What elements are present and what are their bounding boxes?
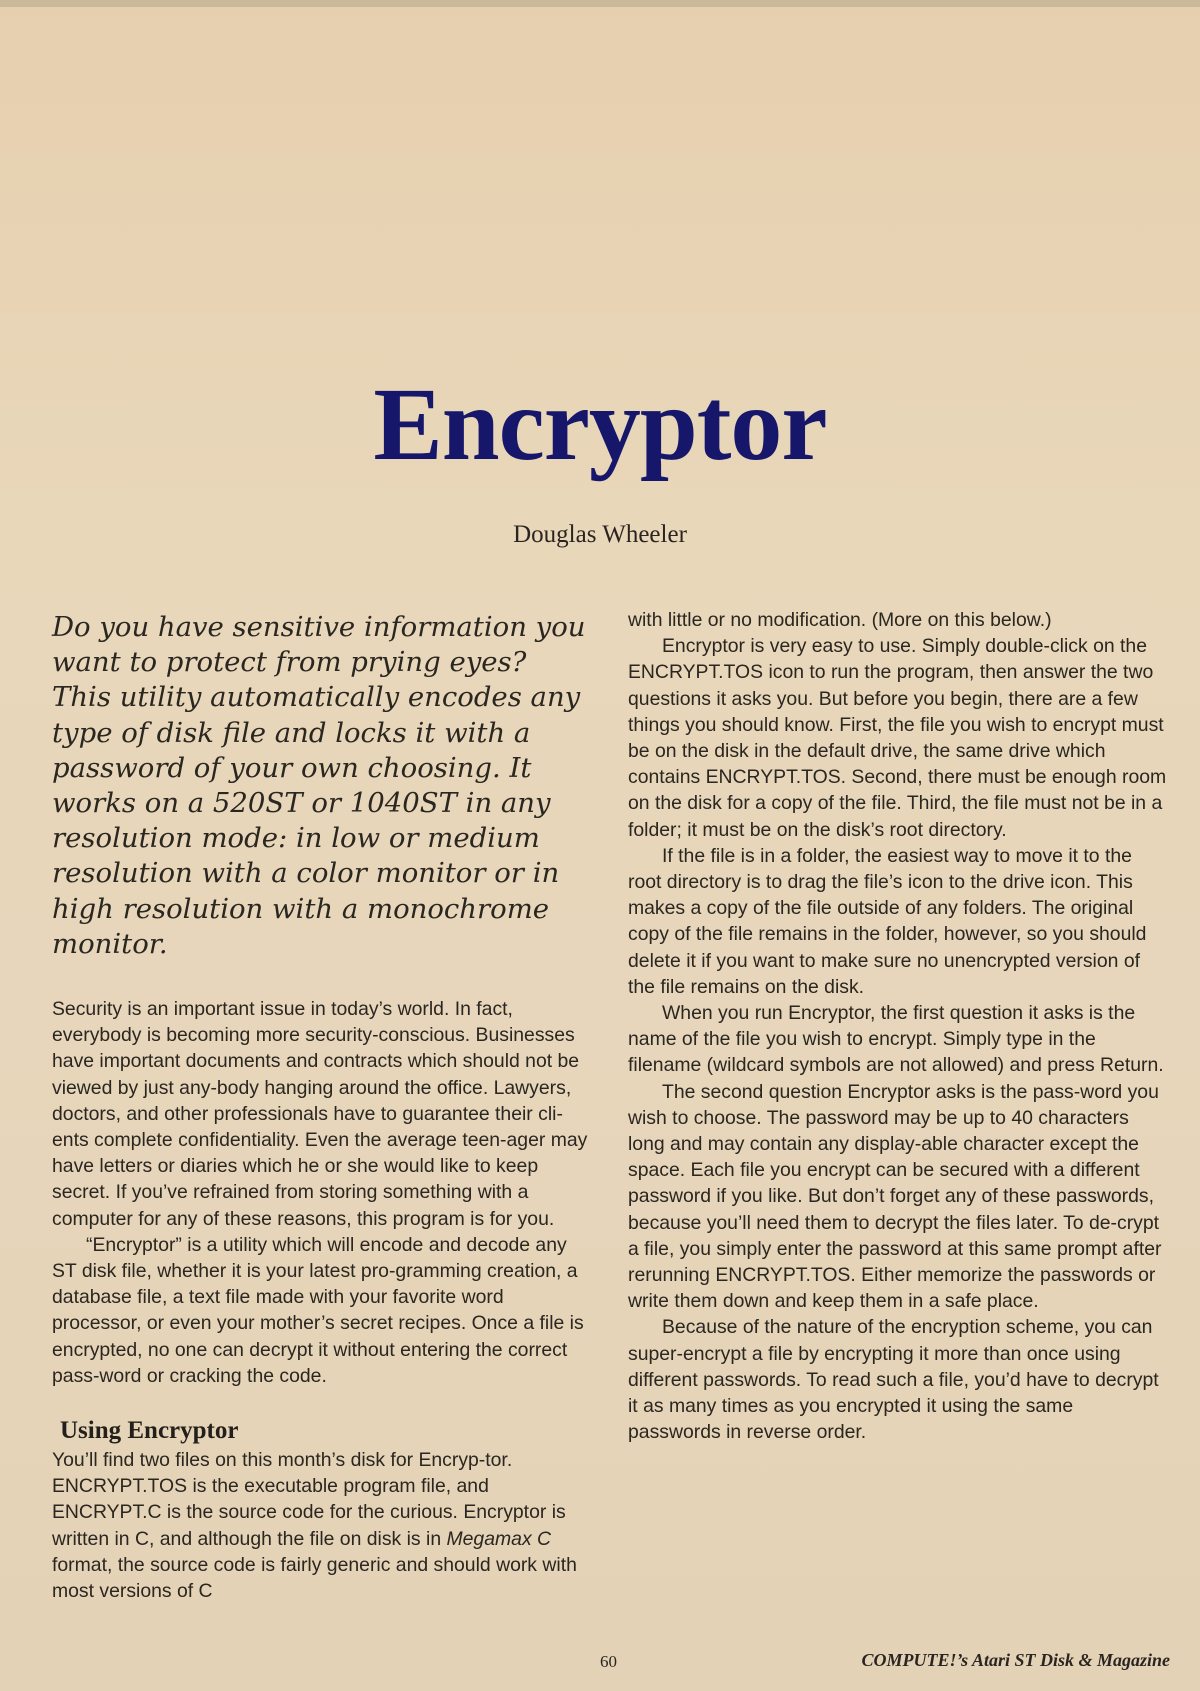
right-body (628, 607, 1168, 1446)
intro-paragraph: Security is an important issue in today’s world. In fact, everybody is becoming more security-conscious. Businesses have important documents and contracts which should not be viewed by just any-body hanging around the office. Lawyers, doctors, and other professionals have to guarantee their cli-ents complete confidentiality. Even the average teen-ager may have letters or diaries which he or she would like to keep secret. If you’ve refrained from storing something with a computer for any of these reasons, this program is for you. (52, 998, 588, 1230)
left-column (52, 610, 592, 1604)
page-number: 60 (600, 1652, 617, 1671)
body-paragraph: Because of the nature of the encryption scheme, you can super-encrypt a file by encrypting it more than once using different passwords. To read such a file, you’d have to decrypt it as many times as you encrypted it using the same passwords in reverse order. (628, 1316, 1159, 1444)
author-byline: Douglas Wheeler (513, 521, 687, 548)
article-title: Encryptor (373, 367, 827, 482)
body-paragraph: If the file is in a folder, the easiest way to move it to the root directory is to drag the file’s icon to the drive icon. This makes a copy of the file outside of any folders. The original copy of the file remains in the folder, however, so you should delete it if you want to make sure no unencrypted version of the file remains on the disk. (628, 844, 1147, 998)
continuation-paragraph: with little or no modification. (More on this below.) (628, 609, 1052, 631)
left-body (52, 996, 592, 1604)
section-paragraph-end: format, the source code is fairly generic and should work with most versions of C (52, 1553, 577, 1603)
section-paragraph-start: You’ll find two files on this month’s disk for Encryp-tor. ENCRYPT.TOS is the executable program file, and ENCRYPT.C is the source code for the curious. Encryptor is written in C, and although the file on disk is in (52, 1449, 566, 1550)
section-heading: Using Encryptor (60, 1417, 239, 1445)
body-paragraph: Encryptor is very easy to use. Simply double-click on the ENCRYPT.TOS icon to run the program, then answer the two questions it asks you. But before you begin, there are a few things you should know. First, the file you wish to encrypt must be on the disk in the default drive, the same drive which contains ENCRYPT.TOS. Second, there must be enough room on the disk for a copy of the file. Third, the file must not be in a folder; it must be on the disk’s root directory. (628, 635, 1167, 841)
article-deck: Do you have sensitive information you want to protect from prying eyes? This utility automatically encodes any type of disk file and locks it with a password of your own choosing. It works on a 520ST or 1040ST in any resolution mode: in low or medium resolution with a color monitor or in high resolution with a monochrome monitor. (52, 611, 586, 960)
top-edge (0, 0, 1200, 7)
section-paragraph (52, 1447, 592, 1604)
body-paragraph: The second question Encryptor asks is the pass-word you wish to choose. The password may be up to 40 characters long and may contain any display-able character except the space. Each file you encrypt can be secured with a different password if you like. But don’t forget any of these passwords, because you’ll need them to decrypt the files later. To de-crypt a file, you simply enter the password at this same prompt after rerunning ENCRYPT.TOS. Either memorize the passwords or write them down and keep them in a safe place. (628, 1080, 1162, 1313)
body-paragraph: “Encryptor” is a utility which will encode and decode any ST disk file, whether it is your latest pro-gramming creation, a database file, a text file made with your favorite word processor, or even your mother’s secret recipes. Once a file is encrypted, no one can decrypt it without entering the correct pass-word or cracking the code. (52, 1233, 584, 1387)
magazine-name: COMPUTE!’s Atari ST Disk & Magazine (861, 1650, 1170, 1670)
body-paragraph: When you run Encryptor, the first question it asks is the name of the file you wish to encrypt. Simply type in the filename (wildcard symbols are not allowed) and press Return. (628, 1002, 1164, 1077)
right-column (628, 607, 1168, 1446)
section-paragraph-emphasis: Megamax C (446, 1527, 552, 1550)
